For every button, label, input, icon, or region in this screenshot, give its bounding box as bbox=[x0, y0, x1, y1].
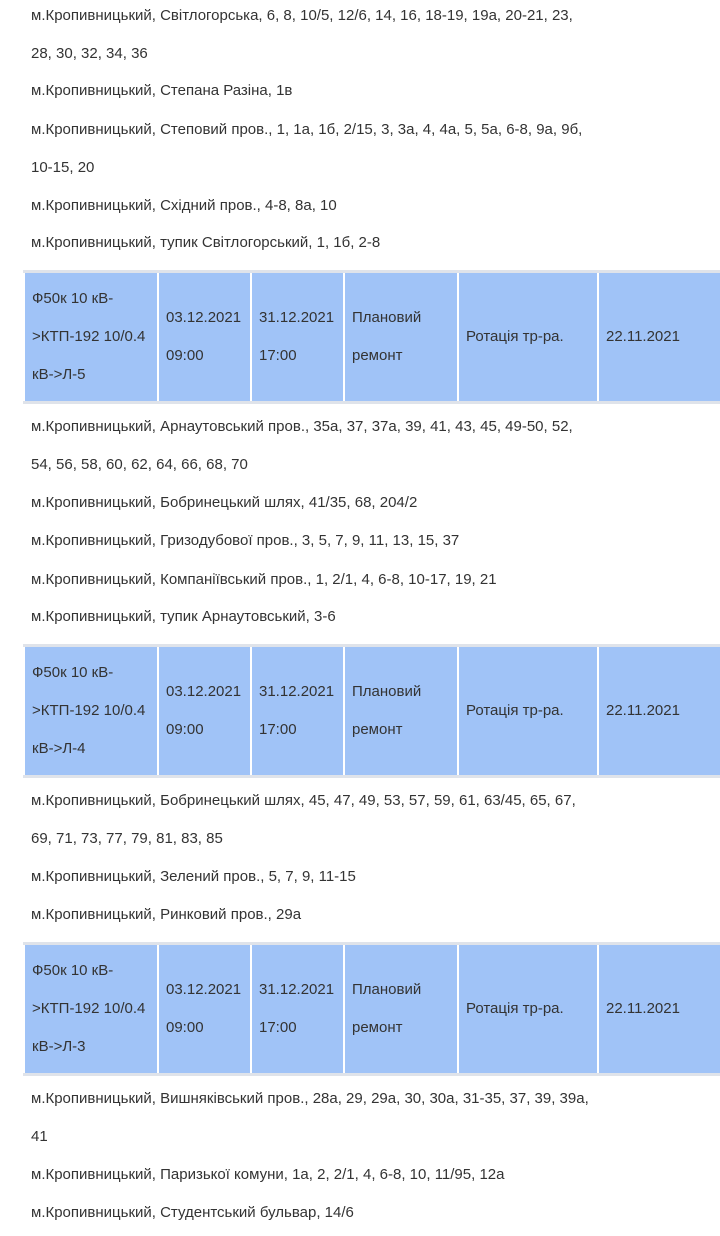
address-line: м.Кропивницький, Бобринецький шлях, 45, 47, 49, 53, 57, 59, 61, 63/45, 65, 67, 69, 71, 73, 77, 79, 81, 83, 85 bbox=[31, 792, 576, 847]
address-line: м.Кропивницький, Студентський бульвар, 14/6 bbox=[31, 1204, 354, 1221]
end-datetime-cell: 31.12.2021 17:00 bbox=[252, 647, 345, 775]
reason-cell: Ротація тр-ра. bbox=[459, 273, 599, 401]
outage-type-cell: Плановий ремонт bbox=[345, 273, 459, 401]
outage-row bbox=[23, 270, 720, 404]
published-date-cell: 22.11.2021 bbox=[599, 647, 720, 775]
published-date-cell: 22.11.2021 bbox=[599, 945, 720, 1073]
published-date-cell: 22.11.2021 bbox=[599, 273, 720, 401]
start-datetime-cell: 03.12.2021 09:00 bbox=[159, 273, 252, 401]
outage-row bbox=[23, 644, 720, 778]
outage-type-cell: Плановий ремонт bbox=[345, 647, 459, 775]
address-line: м.Кропивницький, Східний пров., 4-8, 8а, 10 bbox=[31, 197, 337, 214]
end-datetime-cell: 31.12.2021 17:00 bbox=[252, 273, 345, 401]
address-line: м.Кропивницький, Степовий пров., 1, 1а, 1б, 2/15, 3, 3а, 4, 4а, 5, 5а, 6-8, 9а, 9б, 10-15, 20 bbox=[31, 121, 583, 176]
feeder-cell: Ф50к 10 кВ->КТП-192 10/0.4 кВ->Л-5 bbox=[23, 273, 159, 401]
address-line: м.Кропивницький, Ринковий пров., 29а bbox=[31, 906, 302, 923]
address-line: м.Кропивницький, Арнаутовський пров., 35а, 37, 37а, 39, 41, 43, 45, 49-50, 52, 54, 56, 58, 60, 62, 64, 66, 68, 70 bbox=[31, 418, 573, 473]
feeder-cell: Ф50к 10 кВ->КТП-192 10/0.4 кВ->Л-4 bbox=[23, 647, 159, 775]
end-datetime-cell: 31.12.2021 17:00 bbox=[252, 945, 345, 1073]
address-line: м.Кропивницький, Світлогорська, 6, 8, 10/5, 12/6, 14, 16, 18-19, 19а, 20-21, 23, 28, 30, 32, 34, 36 bbox=[31, 7, 573, 62]
start-datetime-cell: 03.12.2021 09:00 bbox=[159, 945, 252, 1073]
feeder-cell: Ф50к 10 кВ->КТП-192 10/0.4 кВ->Л-3 bbox=[23, 945, 159, 1073]
address-line: м.Кропивницький, Компаніївський пров., 1, 2/1, 4, 6-8, 10-17, 19, 21 bbox=[31, 571, 497, 588]
address-line: м.Кропивницький, Гризодубової пров., 3, 5, 7, 9, 11, 13, 15, 37 bbox=[31, 532, 460, 549]
address-line: м.Кропивницький, тупик Світлогорський, 1, 1б, 2-8 bbox=[31, 234, 381, 251]
address-line: м.Кропивницький, Бобринецький шлях, 41/35, 68, 204/2 bbox=[31, 494, 418, 511]
outage-type-cell: Плановий ремонт bbox=[345, 945, 459, 1073]
address-line: м.Кропивницький, Паризької комуни, 1а, 2, 2/1, 4, 6-8, 10, 11/95, 12а bbox=[31, 1166, 505, 1183]
address-line: м.Кропивницький, Вишняківський пров., 28а, 29, 29а, 30, 30а, 31-35, 37, 39, 39а, 41 bbox=[31, 1090, 589, 1145]
start-datetime-cell: 03.12.2021 09:00 bbox=[159, 647, 252, 775]
reason-cell: Ротація тр-ра. bbox=[459, 647, 599, 775]
outage-row bbox=[23, 942, 720, 1076]
address-line: м.Кропивницький, Зелений пров., 5, 7, 9, 11-15 bbox=[31, 868, 356, 885]
address-line: м.Кропивницький, тупик Арнаутовський, 3-6 bbox=[31, 608, 336, 625]
reason-cell: Ротація тр-ра. bbox=[459, 945, 599, 1073]
address-line: м.Кропивницький, Степана Разіна, 1в bbox=[31, 82, 293, 99]
